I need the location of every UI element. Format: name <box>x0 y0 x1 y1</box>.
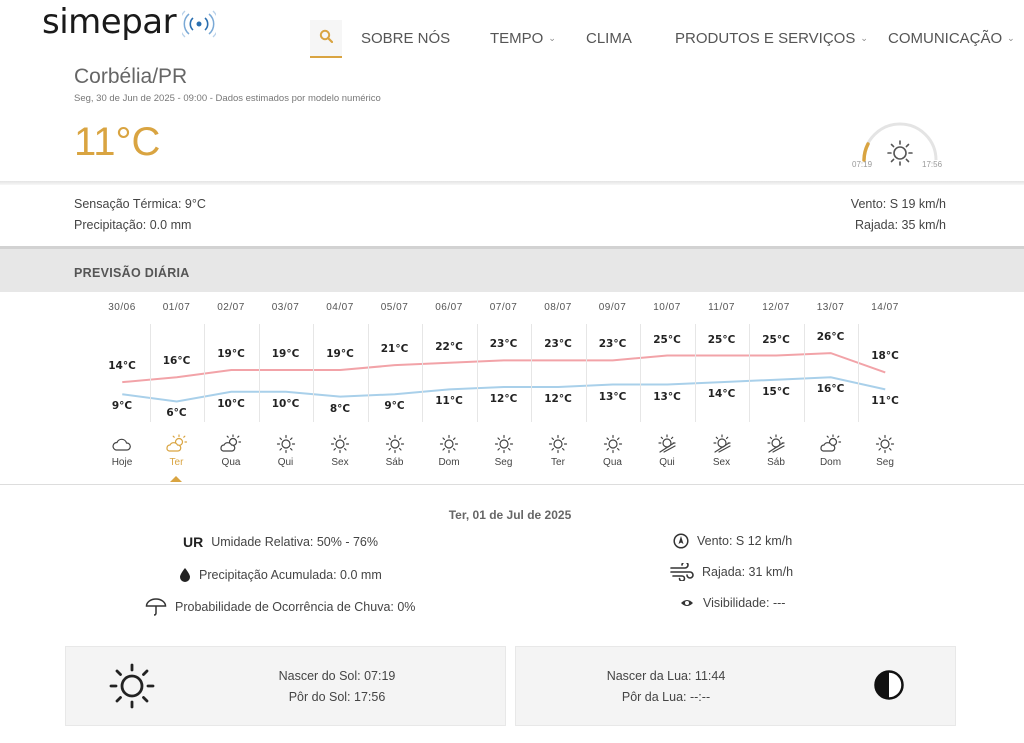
chevron-down-icon: ⌄ <box>860 33 868 43</box>
max-temp-label: 23°C <box>544 338 572 350</box>
sun-icon <box>886 139 914 167</box>
moon-times-box <box>515 646 956 726</box>
moonset-time: Pôr da Lua: --:-- <box>621 690 711 704</box>
site-header <box>0 0 1024 60</box>
forecast-day-name: Qua <box>221 457 241 468</box>
max-temp-label: 14°C <box>108 360 136 372</box>
moon-phase-icon <box>873 669 905 701</box>
forecast-date: 13/07 <box>816 302 845 313</box>
min-temp-label: 12°C <box>544 393 572 405</box>
section-title: PREVISÃO DIÁRIA <box>74 266 190 280</box>
current-gust: Rajada: 35 km/h <box>854 218 946 232</box>
min-temp-label: 9°C <box>384 400 405 412</box>
sun-icon <box>873 434 897 454</box>
sun-icon <box>383 434 407 454</box>
column-divider <box>858 324 859 422</box>
sun-icon <box>546 434 570 454</box>
forecast-day-name: Dom <box>438 457 460 468</box>
sun-icon <box>108 662 156 710</box>
min-temp-label: 11°C <box>871 395 899 407</box>
daily-forecast-header <box>0 246 1024 292</box>
humidity-value: Umidade Relativa: 50% - 76% <box>211 535 378 549</box>
min-temp-label: 6°C <box>166 407 187 419</box>
forecast-date: 03/07 <box>271 302 300 313</box>
eye-icon <box>680 598 694 608</box>
forecast-day[interactable] <box>150 292 204 482</box>
max-temp-label: 25°C <box>762 334 790 346</box>
gust-row <box>670 563 793 581</box>
forecast-day-name: Dom <box>819 457 842 468</box>
wind-gust-icon <box>670 563 694 581</box>
nav-tempo[interactable]: TEMPO ⌄ <box>490 30 556 47</box>
precip-acc-value: Precipitação Acumulada: 0.0 mm <box>199 567 382 582</box>
forecast-day-name: Sex <box>712 457 731 468</box>
current-temperature: 11°C <box>74 120 161 164</box>
visibility-value: Visibilidade: --- <box>703 596 786 610</box>
nav-produtos-servicos[interactable]: PRODUTOS E SERVIÇOS ⌄ <box>675 30 868 47</box>
sun-haze-icon <box>655 434 679 454</box>
wind-value: Vento: S 12 km/h <box>697 534 793 548</box>
forecast-day[interactable] <box>368 292 422 482</box>
partly-cloudy-icon <box>219 434 243 454</box>
daily-forecast <box>0 292 1024 487</box>
max-temp-label: 25°C <box>653 334 681 346</box>
forecast-day[interactable] <box>695 292 749 482</box>
max-temp-label: 25°C <box>707 334 736 346</box>
partly-cloudy-icon <box>819 434 843 454</box>
min-temp-label: 8°C <box>329 403 351 415</box>
forecast-day-name: Hoje <box>111 457 133 468</box>
sun-times-box <box>65 646 506 726</box>
max-temp-label: 21°C <box>380 343 409 355</box>
max-temp-label: 23°C <box>598 338 627 350</box>
forecast-day[interactable] <box>586 292 640 482</box>
forecast-day-name: Ter <box>551 457 565 468</box>
umbrella-icon <box>145 598 167 616</box>
min-temp-label: 13°C <box>653 391 681 403</box>
max-temp-label: 18°C <box>871 350 899 362</box>
partly-cloudy-icon <box>165 434 189 454</box>
moonrise-time: Nascer da Lua: 11:44 <box>606 669 726 683</box>
forecast-date: 11/07 <box>708 302 735 313</box>
forecast-bottom-border <box>0 484 1024 485</box>
forecast-date: 10/07 <box>653 302 681 313</box>
sunset-time-small: 17:56 <box>922 160 943 169</box>
forecast-day[interactable] <box>259 292 313 482</box>
gust-value: Rajada: 31 km/h <box>702 565 794 579</box>
compass-icon <box>673 533 689 549</box>
forecast-day[interactable] <box>313 292 367 482</box>
forecast-date: 14/07 <box>871 302 899 313</box>
precip-acc-row <box>179 567 382 582</box>
forecast-day[interactable] <box>749 292 803 482</box>
forecast-day[interactable] <box>95 292 149 482</box>
forecast-date: 30/06 <box>108 302 136 313</box>
chevron-down-icon: ⌄ <box>548 33 556 43</box>
min-temp-label: 11°C <box>435 395 463 407</box>
chevron-down-icon: ⌄ <box>1007 33 1015 43</box>
sunset-time: Pôr do Sol: 17:56 <box>288 690 386 704</box>
min-temp-label: 16°C <box>816 383 845 395</box>
search-button[interactable] <box>310 20 342 58</box>
min-temp-label: 13°C <box>598 391 627 403</box>
forecast-day-name: Seg <box>876 457 894 468</box>
current-precipitation: Precipitação: 0.0 mm <box>74 218 192 232</box>
forecast-date: 05/07 <box>380 302 409 313</box>
min-temp-label: 9°C <box>111 400 133 412</box>
forecast-date: 06/07 <box>435 302 463 313</box>
max-temp-label: 23°C <box>489 338 518 350</box>
nav-comunicacao[interactable]: COMUNICAÇÃO ⌄ <box>888 30 1015 47</box>
sun-haze-icon <box>764 434 788 454</box>
forecast-day-name: Qui <box>659 457 675 468</box>
wind-row <box>673 533 792 549</box>
cloud-icon <box>110 434 134 454</box>
sunrise-time: Nascer do Sol: 07:19 <box>278 669 396 683</box>
water-drop-icon <box>179 567 191 582</box>
max-temp-label: 19°C <box>326 348 354 360</box>
forecast-day-name: Ter <box>169 457 184 468</box>
max-temp-label: 22°C <box>435 341 463 353</box>
nav-sobre-nos[interactable]: SOBRE NÓS <box>361 30 451 47</box>
forecast-day-name: Sex <box>331 457 349 468</box>
forecast-date: 01/07 <box>162 302 191 313</box>
max-temp-label: 16°C <box>162 355 191 367</box>
forecast-date: 09/07 <box>598 302 627 313</box>
max-temp-label: 19°C <box>271 348 300 360</box>
forecast-day[interactable] <box>531 292 585 482</box>
logo-text: simepar <box>42 2 177 42</box>
forecast-date: 02/07 <box>217 302 245 313</box>
column-divider <box>422 324 423 422</box>
max-temp-label: 26°C <box>816 331 845 343</box>
city-name: Corbélia/PR <box>74 65 188 88</box>
forecast-day-name: Qua <box>603 457 622 468</box>
forecast-day[interactable] <box>422 292 476 482</box>
sun-icon <box>601 434 625 454</box>
sunrise-time-small: 07:19 <box>852 160 873 169</box>
forecast-day[interactable] <box>858 292 912 482</box>
radar-waves-icon <box>182 9 216 39</box>
forecast-day-name: Qui <box>277 457 294 468</box>
current-wind: Vento: S 19 km/h <box>850 197 946 211</box>
forecast-date: 12/07 <box>762 302 790 313</box>
forecast-date: 08/07 <box>544 302 572 313</box>
max-temp-label: 19°C <box>217 348 245 360</box>
forecast-date: 04/07 <box>326 302 354 313</box>
sun-icon <box>328 434 352 454</box>
search-icon <box>319 29 333 43</box>
min-temp-label: 10°C <box>271 398 300 410</box>
min-temp-label: 14°C <box>707 388 736 400</box>
humidity-row <box>183 534 378 550</box>
selected-day-indicator <box>170 476 182 482</box>
current-dateline: Seg, 30 de Jun de 2025 - 09:00 - Dados estimados por modelo numérico <box>74 93 381 104</box>
rain-prob-row <box>145 598 415 616</box>
forecast-day-name: Seg <box>494 457 513 468</box>
min-temp-label: 12°C <box>489 393 518 405</box>
visibility-row <box>680 596 785 610</box>
feels-like: Sensação Térmica: 9°C <box>74 197 206 211</box>
sun-icon <box>492 434 516 454</box>
forecast-day[interactable] <box>804 292 858 482</box>
forecast-day[interactable] <box>640 292 694 482</box>
forecast-day-name: Sáb <box>767 457 785 468</box>
sun-icon <box>437 434 461 454</box>
min-temp-label: 15°C <box>762 386 790 398</box>
min-temp-label: 10°C <box>217 398 245 410</box>
panel-divider <box>0 181 1024 185</box>
sun-haze-icon <box>710 434 734 454</box>
forecast-day[interactable] <box>204 292 258 482</box>
forecast-day-name: Sáb <box>385 457 404 468</box>
forecast-day[interactable] <box>477 292 531 482</box>
detail-date: Ter, 01 de Jul de 2025 <box>448 508 572 522</box>
ur-icon: UR <box>183 534 204 550</box>
nav-clima[interactable]: CLIMA <box>586 30 632 47</box>
simepar-logo[interactable] <box>42 2 216 42</box>
rain-prob-value: Probabilidade de Ocorrência de Chuva: 0% <box>175 600 416 614</box>
forecast-date: 07/07 <box>489 302 518 313</box>
sun-icon <box>274 434 298 454</box>
